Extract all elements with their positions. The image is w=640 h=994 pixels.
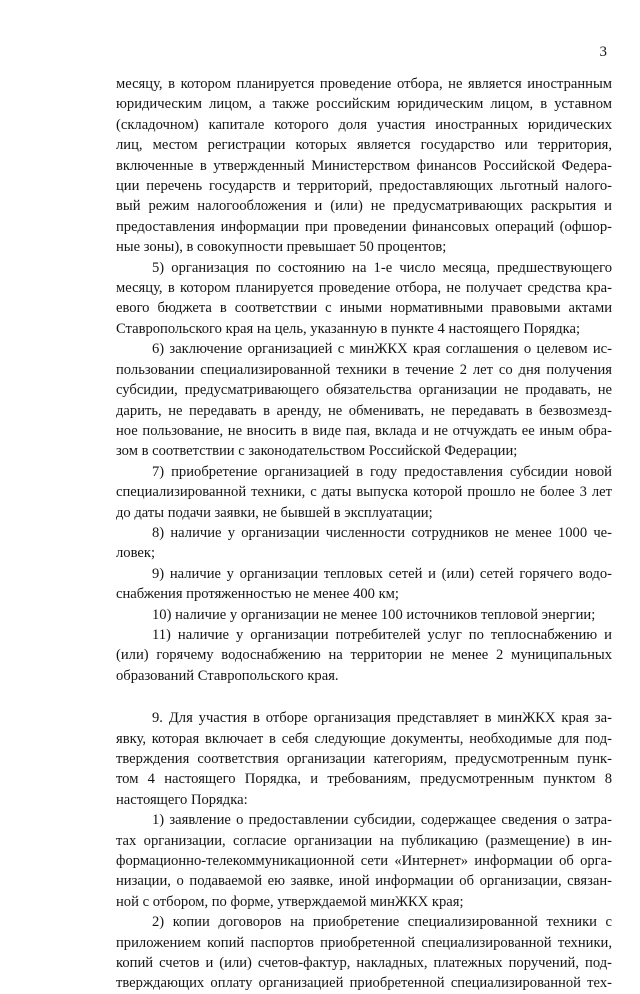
text-line: образований Ставропольского края.	[116, 667, 339, 684]
text-line: 7) приобретение организацией в году предоставления субсидии новой	[152, 463, 612, 480]
text-line: низации, о подаваемой ею заявке, иной информации об организации, связан-	[116, 873, 612, 890]
text-line: Ставропольского края на цель, указанную в пункте 4 настоящего Порядка;	[116, 320, 581, 337]
text-line: месяцу, в котором планируется проведение отбора, не является иностранным	[116, 76, 612, 92]
paragraph-item-6	[116, 339, 612, 461]
paragraph-spacer	[116, 686, 612, 708]
text-line: 11) наличие у организации потребителей услуг по теплоснабжению и	[152, 626, 612, 643]
text-line: 8) наличие у организации численности сотрудников не менее 1000 че-	[152, 524, 612, 541]
text-line: лиц, местом регистрации которых является государство или территория,	[116, 137, 612, 154]
text-line: до даты подачи заявки, не бывшей в эксплуатации;	[116, 504, 433, 521]
text-line: (складочном) капитале которого доля участия иностранных юридических	[116, 116, 612, 133]
paragraph-item-11	[116, 625, 612, 686]
text-line: тах организации, согласие организации на публикацию (размещение) в ин-	[116, 832, 612, 849]
text-line: 2) копии договоров на приобретение специализированной техники с	[152, 914, 612, 931]
text-line: приложением копий паспортов приобретенной специализированной техники,	[116, 934, 612, 951]
text-line: явку, которая включает в себя следующие документы, необходимые для под-	[116, 730, 612, 747]
text-line: пользовании специализированной техники в течение 2 лет со дня получения	[116, 361, 612, 378]
text-line: предоставления информации при проведении финансовых операций (офшор-	[116, 218, 612, 235]
paragraph-item-5	[116, 258, 612, 340]
text-line: евого бюджета в соответствии с иными нормативными правовыми актами	[116, 300, 612, 317]
paragraph-subitem-1	[116, 810, 612, 912]
text-line: 9. Для участия в отборе организация представляет в минЖКХ края за-	[152, 710, 612, 727]
text-line: зом в соответствии с законодательством Российской Федерации;	[116, 443, 518, 460]
paragraph-item-7	[116, 462, 612, 523]
text-line: 5) организация по состоянию на 1-е число месяца, предшествующего	[152, 259, 612, 276]
paragraph-continuation	[116, 74, 612, 258]
text-line: дарить, не передавать в аренду, не обменивать, не передавать в безвозмезд-	[116, 402, 612, 419]
text-line: формационно-телекоммуникационной сети «Интернет» информации об орга-	[116, 853, 612, 870]
text-line: месяцу, в котором планируется проведение отбора, не получает средства кра-	[116, 280, 612, 297]
paragraph-item-9	[116, 564, 612, 605]
text-line: вый режим налогообложения и (или) не предусматривающих раскрытия и	[116, 198, 612, 215]
text-line: ции перечень государств и территорий, предоставляющих льготный налого-	[116, 178, 612, 195]
text-line: ное пользование, не вносить в виде пая, вклада и не отчуждать ее иным обра-	[116, 422, 612, 439]
text-line: 10) наличие у организации не менее 100 источников тепловой энергии;	[152, 606, 596, 623]
page-number: 3	[599, 44, 607, 60]
text-line: 6) заключение организацией с минЖКХ края соглашения о целевом ис-	[152, 341, 612, 358]
text-line: копий счетов и (или) счетов-фактур, накладных, платежных поручений, под-	[116, 955, 612, 972]
paragraph-section-9	[116, 708, 612, 810]
paragraph-subitem-2	[116, 912, 612, 994]
paragraph-item-8	[116, 523, 612, 564]
text-line: субсидии, предусматривающего обязательства организации не продавать, не	[116, 382, 612, 399]
text-line: снабжения протяженностью не менее 400 км;	[116, 586, 399, 603]
text-line: специализированной техники, с даты выпуска которой прошло не более 3 лет	[116, 484, 612, 501]
text-line: ловек;	[116, 545, 156, 562]
paragraph-item-10	[116, 605, 612, 625]
text-line: 9) наличие у организации тепловых сетей и (или) сетей горячего водо-	[152, 565, 612, 582]
text-line: 1) заявление о предоставлении субсидии, содержащее сведения о затра-	[152, 812, 612, 829]
text-line: юридическим лицом, а также российским юридическим лицом, в уставном	[116, 96, 612, 113]
text-line: том 4 настоящего Порядка, и требованиям, предусмотренным пунктом 8	[116, 771, 612, 788]
text-line: тверждающих оплату организацией приобретенной специализированной тех-	[116, 975, 612, 992]
text-line: включенные в утвержденный Министерством финансов Российской Федера-	[116, 157, 612, 174]
text-line: ной с отбором, по форме, утверждаемой минЖКХ края;	[116, 893, 464, 910]
text-line: ные зоны), в совокупности превышает 50 процентов;	[116, 239, 447, 256]
text-line: тверждения соответствия организации категориям, предусмотренным пунк-	[116, 751, 612, 767]
text-line: настоящего Порядка:	[116, 791, 248, 808]
document-body	[116, 74, 612, 994]
text-line: (или) горячему водоснабжению на территории не менее 2 муниципальных	[116, 647, 612, 664]
